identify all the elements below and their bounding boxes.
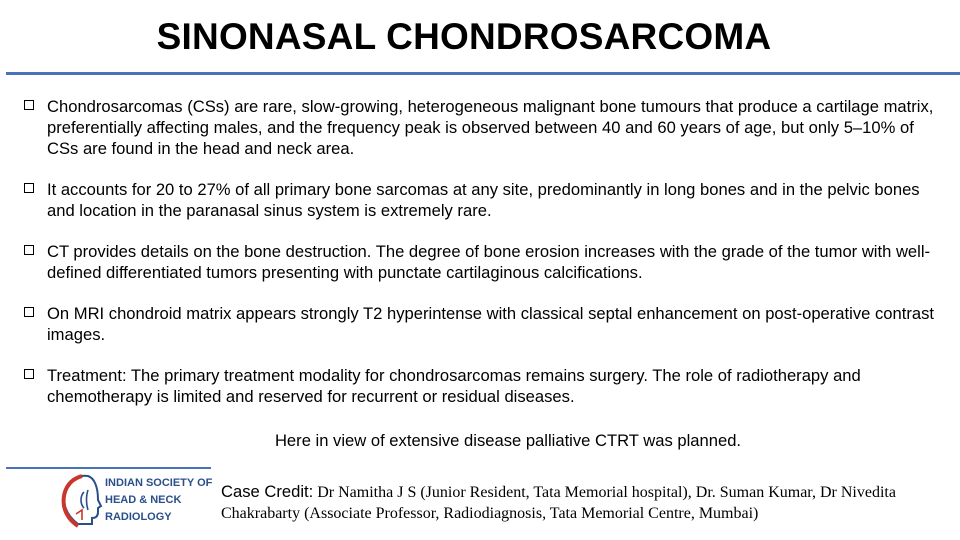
footer-divider	[6, 467, 211, 469]
checkbox-bullet-icon	[24, 100, 34, 110]
logo-line: RADIOLOGY	[105, 511, 172, 523]
bullet-text: CT provides details on the bone destruction. The degree of bone erosion increases with the grade of the tumor with well-defined differentiated tumors presenting with punctate cartilaginous calcifications.	[47, 242, 931, 282]
bullet-list	[22, 96, 942, 427]
bullet-text: Chondrosarcomas (CSs) are rare, slow-growing, heterogeneous malignant bone tumours that produce a cartilage matrix, preferentially affecting males, and the frequency peak is observed between 40 and 60 years of age, but only 5–10% of CSs are found in the head and neck area.	[47, 97, 934, 158]
checkbox-bullet-icon	[24, 183, 34, 193]
bullet-item	[22, 179, 942, 221]
title-divider	[6, 72, 960, 75]
head-profile-logo-icon	[58, 470, 104, 532]
bullet-text: Treatment: The primary treatment modality for chondrosarcomas remains surgery. The role of radiotherapy and chemotherapy is limited and reserved for recurrent or residual diseases.	[47, 366, 861, 406]
logo-line: INDIAN SOCIETY OF	[105, 477, 213, 489]
bullet-item	[22, 365, 942, 407]
case-credit	[221, 481, 956, 524]
checkbox-bullet-icon	[24, 307, 34, 317]
bullet-text: On MRI chondroid matrix appears strongly T2 hyperintense with classical septal enhancement on post-operative contrast images.	[47, 304, 934, 344]
checkbox-bullet-icon	[24, 245, 34, 255]
society-logo	[58, 470, 213, 532]
credit-label: Case Credit:	[221, 482, 314, 501]
logo-text	[105, 475, 212, 526]
bullet-item	[22, 303, 942, 345]
logo-line: HEAD & NECK	[105, 494, 182, 506]
bullet-item	[22, 96, 942, 159]
slide-title: SINONASAL CHONDROSARCOMA	[156, 16, 772, 57]
bullet-text: It accounts for 20 to 27% of all primary bone sarcomas at any site, predominantly in long bones and in the pelvic bones and location in the paranasal sinus system is extremely rare.	[47, 180, 920, 220]
bullet-item	[22, 241, 942, 283]
credit-text: Dr Namitha J S (Junior Resident, Tata Memorial hospital), Dr. Suman Kumar, Dr Nivedita Chakrabarty (Associate Professor, Radiodiagnosis, Tata Memorial Centre, Mumbai)	[221, 484, 896, 522]
closing-statement: Here in view of extensive disease palliative CTRT was planned.	[274, 431, 742, 450]
checkbox-bullet-icon	[24, 369, 34, 379]
